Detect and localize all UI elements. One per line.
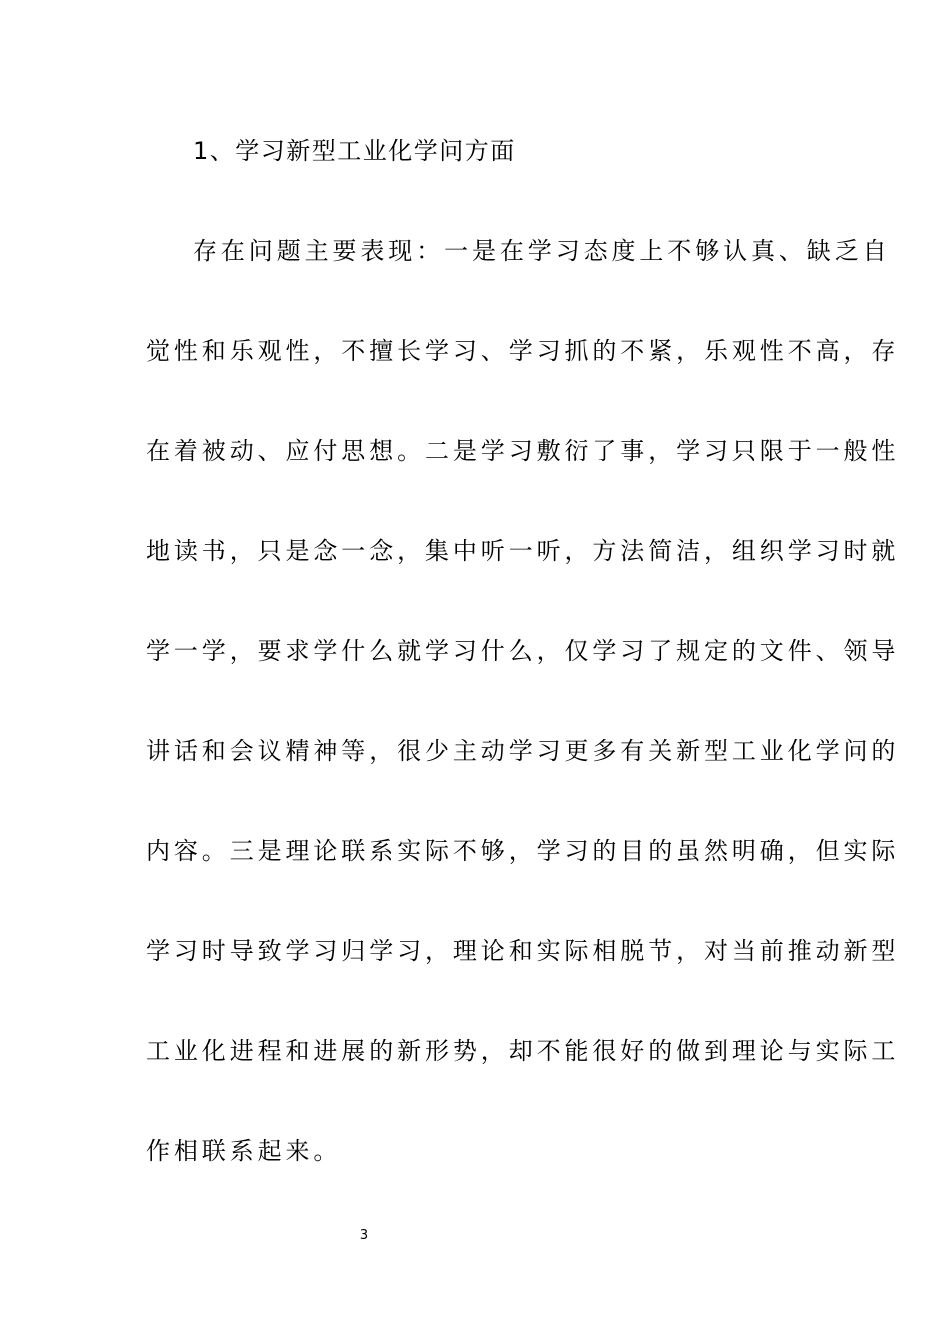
paragraph-line-2: 觉性和乐观性，不擅长学习、学习抓的不紧，乐观性不高，存 xyxy=(146,337,900,365)
paragraph-line-4: 地读书，只是念一念，集中听一听，方法简洁，组织学习时就 xyxy=(146,537,900,565)
paragraph-line-5: 学一学，要求学什么就学习什么，仅学习了规定的文件、领导 xyxy=(146,637,900,665)
paragraph-line-10: 作相联系起来。 xyxy=(146,1137,342,1165)
paragraph-line-7: 内容。三是理论联系实际不够，学习的目的虽然明确，但实际 xyxy=(146,837,900,865)
page-number: 3 xyxy=(359,1228,369,1243)
section-heading: 1、学习新型工业化学问方面 xyxy=(193,137,516,165)
paragraph-line-1: 存在问题主要表现：一是在学习态度上不够认真、缺乏自 xyxy=(193,237,891,265)
paragraph-line-9: 工业化进程和进展的新形势，却不能很好的做到理论与实际工 xyxy=(146,1037,900,1065)
paragraph-line-3: 在着被动、应付思想。二是学习敷衍了事，学习只限于一般性 xyxy=(146,437,900,465)
paragraph-line-8: 学习时导致学习归学习，理论和实际相脱节，对当前推动新型 xyxy=(146,937,900,965)
paragraph-line-6: 讲话和会议精神等，很少主动学习更多有关新型工业化学问的 xyxy=(146,737,900,765)
